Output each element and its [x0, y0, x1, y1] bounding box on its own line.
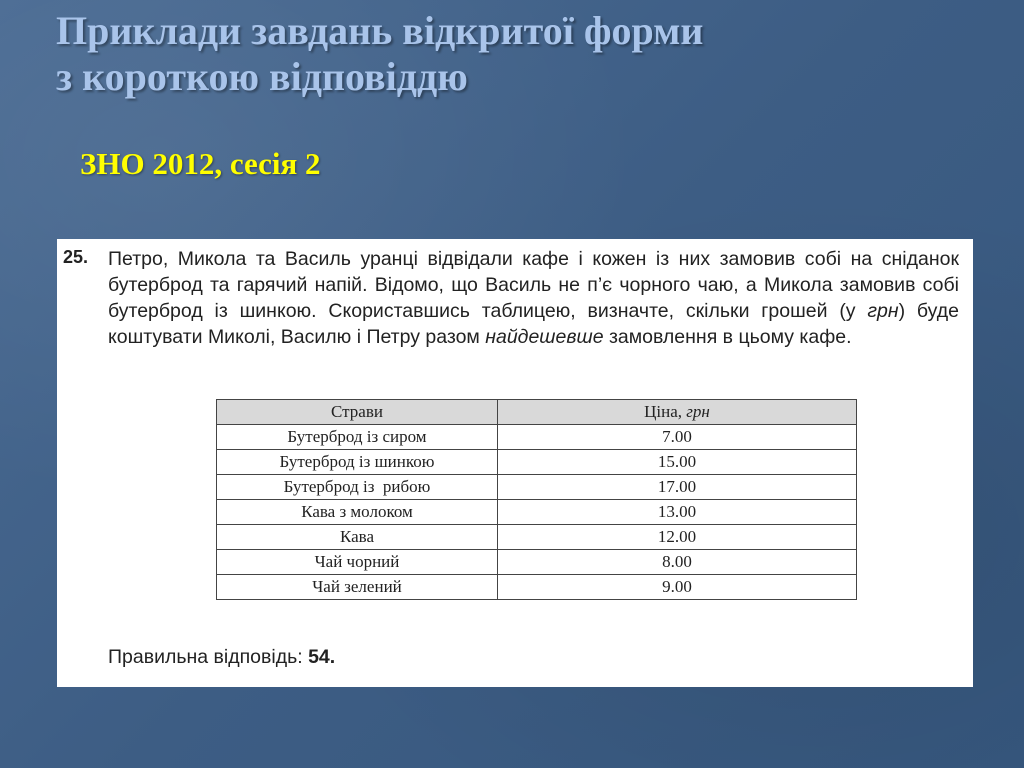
task-document — [57, 239, 973, 687]
price-cell: 8.00 — [498, 550, 857, 575]
task-text-emphasis: найдешевше — [485, 326, 604, 348]
price-cell: 9.00 — [498, 575, 857, 600]
table-row — [217, 550, 857, 575]
price-table-header-row — [217, 400, 857, 425]
price-cell: 15.00 — [498, 450, 857, 475]
price-cell: 12.00 — [498, 525, 857, 550]
table-row — [217, 525, 857, 550]
slide-title — [56, 8, 703, 100]
header-price — [498, 400, 857, 425]
answer-label: Правильна відповідь: — [108, 646, 309, 668]
table-row — [217, 450, 857, 475]
price-cell: 17.00 — [498, 475, 857, 500]
dish-cell: Кава з молоком — [217, 500, 498, 525]
dish-cell: Бутерброд із шинкою — [217, 450, 498, 475]
table-row — [217, 425, 857, 450]
table-row — [217, 500, 857, 525]
header-price-unit: грн — [686, 402, 710, 421]
price-cell: 13.00 — [498, 500, 857, 525]
table-row — [217, 475, 857, 500]
task-text-part-2: ) буде коштувати Миколі, Василю і Петру разом — [108, 300, 959, 348]
task-text-part-3: замовлення в цьому кафе. — [603, 326, 852, 348]
dish-cell: Кава — [217, 525, 498, 550]
task-text-part-1: Петро, Микола та Василь уранці відвідали кафе і кожен із них замовив собі на сніданок бутерброд та гарячий напій. Відомо, що Василь не п’є чорного чаю, а Микола замовив собі бутерброд із шинкою. Скориставшись таблицею, визначте, скільки грошей (у — [108, 248, 959, 322]
task-text-unit: грн — [867, 300, 899, 322]
dish-cell: Чай чорний — [217, 550, 498, 575]
price-table — [216, 399, 857, 600]
answer-value: 54. — [308, 646, 336, 668]
slide-subtitle: ЗНО 2012, сесія 2 — [80, 146, 321, 181]
dish-cell: Чай зелений — [217, 575, 498, 600]
task-text — [108, 246, 959, 350]
table-row — [217, 575, 857, 600]
header-price-label: Ціна, — [644, 402, 687, 421]
slide-title-line-2: з короткою відповіддю — [56, 54, 468, 99]
price-cell: 7.00 — [498, 425, 857, 450]
task-number: 25. — [63, 247, 89, 267]
header-dish: Страви — [217, 400, 498, 425]
slide-title-line-1: Приклади завдань відкритої форми — [56, 8, 704, 53]
dish-cell: Бутерброд із рибою — [217, 475, 498, 500]
dish-cell: Бутерброд із сиром — [217, 425, 498, 450]
correct-answer — [108, 644, 335, 670]
